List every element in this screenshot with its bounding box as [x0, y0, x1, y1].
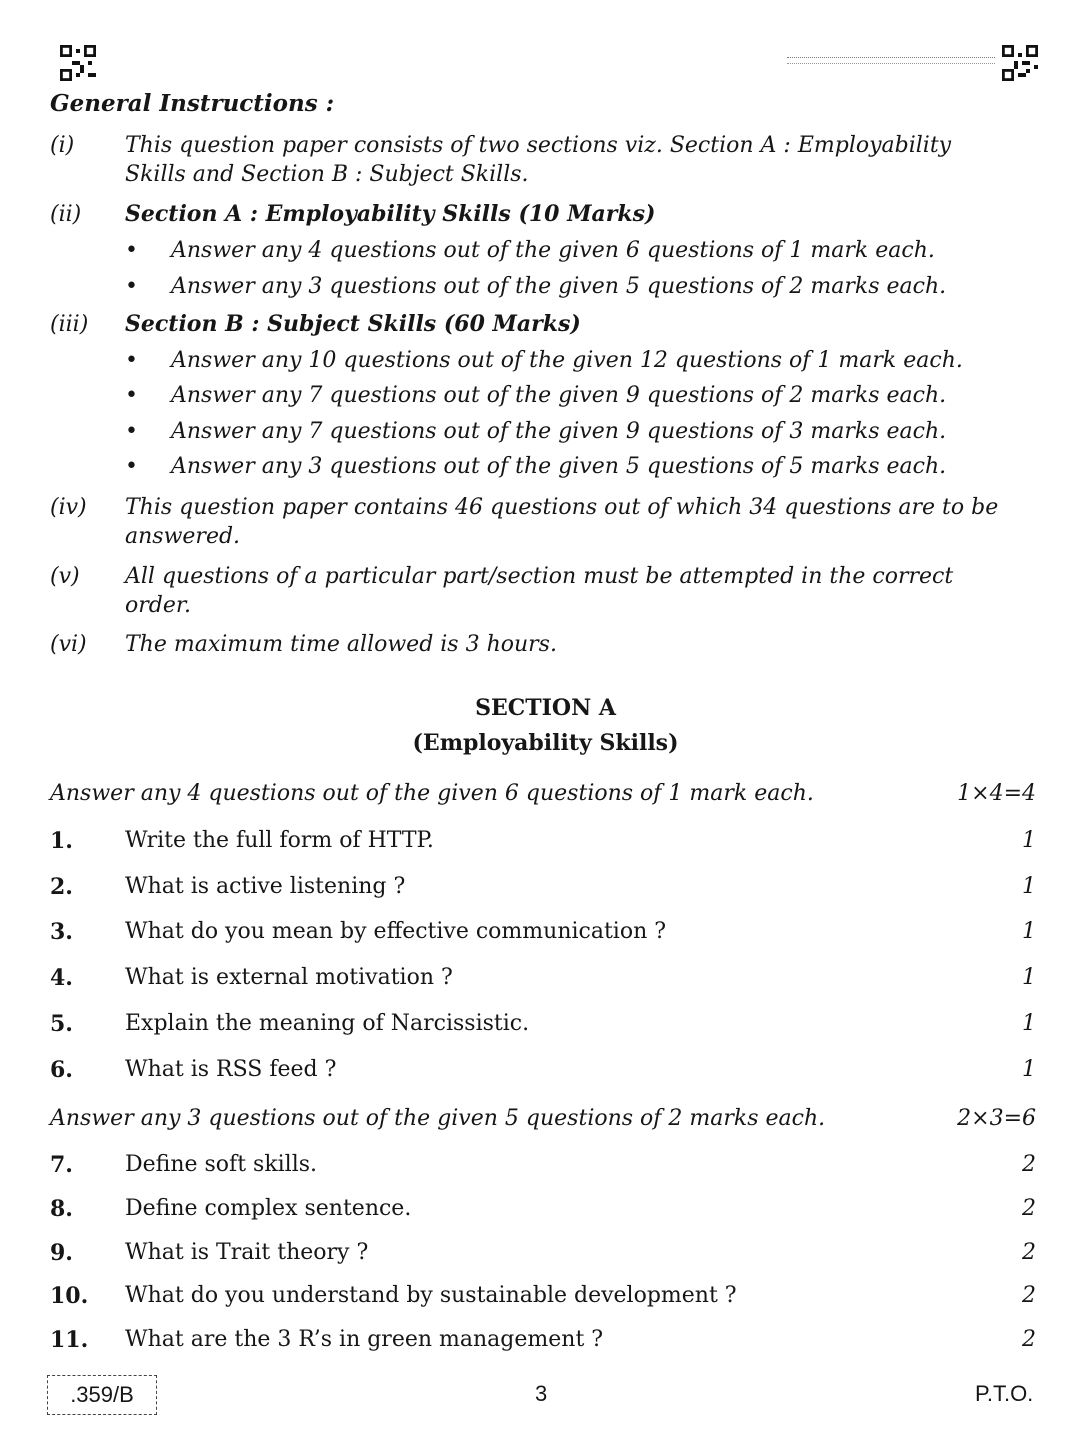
question-text: What is Trait theory ?	[125, 1240, 369, 1265]
question-text: What is external motivation ?	[125, 965, 453, 990]
question-text: Define complex sentence.	[125, 1196, 412, 1221]
paper-code: .359/B	[47, 1375, 157, 1415]
barcode-strip	[787, 57, 995, 64]
question-text: Explain the meaning of Narcissistic.	[125, 1011, 530, 1036]
question-marks: 2	[1022, 1240, 1036, 1265]
bullet-text: Answer any 7 questions out of the given 9 questions of 3 marks each.	[171, 419, 947, 444]
part-marks: 2×3=6	[957, 1106, 1036, 1131]
section-subtitle: (Employability Skills)	[412, 730, 679, 756]
question-number: 9.	[50, 1240, 73, 1266]
question-number: 2.	[50, 874, 73, 900]
question-marks: 1	[1022, 1011, 1036, 1036]
question-text: Write the full form of HTTP.	[125, 828, 434, 853]
part-instruction-text: Answer any 3 questions out of the given 5 questions of 2 marks each.	[50, 1106, 826, 1131]
question-marks: 1	[1022, 828, 1036, 853]
qr-code-icon	[1002, 45, 1038, 81]
instruction-number: (i)	[50, 133, 75, 158]
instruction-text: Section B : Subject Skills (60 Marks)	[125, 311, 581, 337]
question-number: 4.	[50, 965, 73, 991]
instruction-number: (iv)	[50, 495, 87, 520]
question-number: 10.	[50, 1283, 89, 1309]
question-marks: 2	[1022, 1283, 1036, 1308]
pto-label: P.T.O.	[975, 1381, 1034, 1406]
question-marks: 2	[1022, 1152, 1036, 1177]
section-title: SECTION A	[475, 695, 616, 721]
bullet-icon: •	[125, 274, 138, 299]
question-marks: 1	[1022, 874, 1036, 899]
bullet-icon: •	[125, 419, 138, 444]
bullet-text: Answer any 7 questions out of the given 9 questions of 2 marks each.	[171, 383, 947, 408]
bullet-icon: •	[125, 454, 138, 479]
instruction-number: (iii)	[50, 312, 89, 337]
question-number: 11.	[50, 1327, 89, 1353]
question-marks: 2	[1022, 1327, 1036, 1352]
bullet-text: Answer any 10 questions out of the given 12 questions of 1 mark each.	[171, 348, 963, 373]
question-number: 7.	[50, 1152, 73, 1178]
part-marks: 1×4=4	[957, 781, 1036, 806]
part-instruction-text: Answer any 4 questions out of the given 6 questions of 1 mark each.	[50, 781, 814, 806]
qr-code-icon	[60, 45, 96, 81]
bullet-text: Answer any 3 questions out of the given 5 questions of 5 marks each.	[171, 454, 947, 479]
instruction-text: The maximum time allowed is 3 hours.	[125, 632, 557, 657]
question-text: What is RSS feed ?	[125, 1057, 337, 1082]
question-text: What do you understand by sustainable development ?	[125, 1283, 737, 1308]
general-instructions-title: General Instructions :	[50, 90, 335, 117]
bullet-icon: •	[125, 238, 138, 263]
bullet-text: Answer any 3 questions out of the given 5 questions of 2 marks each.	[171, 274, 947, 299]
page-number: 3	[535, 1381, 548, 1406]
question-number: 5.	[50, 1011, 73, 1037]
question-number: 3.	[50, 919, 73, 945]
instruction-number: (ii)	[50, 202, 82, 227]
instruction-text: This question paper contains 46 questions out of which 34 questions are to be answered.	[125, 495, 999, 549]
question-text: What are the 3 R’s in green management ?	[125, 1327, 604, 1352]
bullet-text: Answer any 4 questions out of the given 6 questions of 1 mark each.	[171, 238, 935, 263]
question-number: 6.	[50, 1057, 73, 1083]
question-marks: 1	[1022, 965, 1036, 990]
question-text: What do you mean by effective communication ?	[125, 919, 667, 944]
instruction-text: Section A : Employability Skills (10 Marks)	[125, 201, 656, 227]
instruction-text: This question paper consists of two sections viz. Section A : Employability Skills and Section B : Subject Skills.	[125, 133, 952, 187]
part-instruction	[50, 781, 1036, 806]
instruction-text: All questions of a particular part/section must be attempted in the correct order.	[125, 564, 954, 618]
bullet-icon: •	[125, 383, 138, 408]
question-marks: 1	[1022, 919, 1036, 944]
bullet-icon: •	[125, 348, 138, 373]
question-number: 8.	[50, 1196, 73, 1222]
instruction-number: (vi)	[50, 632, 87, 657]
question-text: What is active listening ?	[125, 874, 406, 899]
part-instruction	[50, 1106, 1036, 1131]
question-marks: 2	[1022, 1196, 1036, 1221]
instruction-number: (v)	[50, 564, 80, 589]
question-marks: 1	[1022, 1057, 1036, 1082]
question-text: Define soft skills.	[125, 1152, 318, 1177]
question-number: 1.	[50, 828, 73, 854]
